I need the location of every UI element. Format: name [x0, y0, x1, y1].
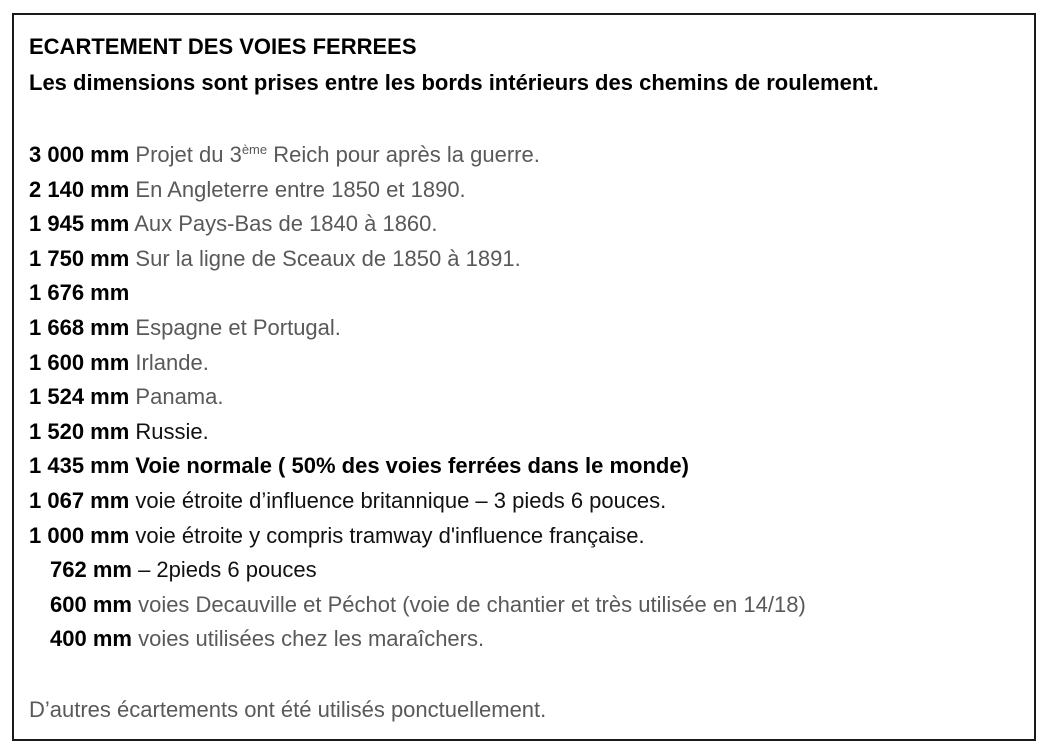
gauge-row-2140: [29, 173, 1029, 208]
gauge-description: En Angleterre entre 1850 et 1890.: [135, 176, 466, 202]
gauge-row-1000: [29, 519, 1029, 554]
gauge-value: 1 435 mm: [29, 453, 130, 479]
gauge-description: voies Decauville et Péchot (voie de chantier et très utilisée en 14/18): [138, 591, 806, 617]
gauge-value: 1 520 mm: [29, 418, 130, 444]
gauge-row-1067: [29, 484, 1029, 519]
gauge-value: 1 676 mm: [29, 280, 130, 306]
gauge-value: 762 mm: [50, 557, 132, 583]
gauge-value: 1 600 mm: [29, 349, 130, 375]
gauge-row-1435: [29, 449, 1029, 484]
gauge-row-1600: [29, 346, 1029, 381]
gauge-row-600: [29, 588, 1029, 623]
gauge-description: voie étroite d’influence britannique – 3 pieds 6 pouces.: [135, 487, 667, 513]
gauge-row-1945: [29, 207, 1029, 242]
gauge-row-400: [29, 622, 1029, 657]
gauge-value: 2 140 mm: [29, 176, 130, 202]
gauge-value: 1 067 mm: [29, 487, 130, 513]
gauge-row-3000: [29, 138, 1029, 173]
gauge-row-762: [29, 553, 1029, 588]
gauge-description: Panama.: [135, 384, 224, 410]
gauge-description: Voie normale ( 50% des voies ferrées dans le monde): [135, 453, 689, 479]
gauge-value: 1 945 mm: [29, 211, 130, 237]
gauge-value: 3 000 mm: [29, 142, 130, 167]
gauge-description: Aux Pays-Bas de 1840 à 1860.: [134, 211, 438, 237]
gauge-description: Irlande.: [135, 349, 209, 375]
gauge-row-1750: [29, 242, 1029, 277]
document-title: ECARTEMENT DES VOIES FERREES: [29, 34, 417, 59]
superscript-ordinal: ème: [241, 142, 268, 157]
gauge-value: 600 mm: [50, 591, 132, 617]
gauge-value: 1 750 mm: [29, 245, 130, 271]
gauge-row-1520: [29, 415, 1029, 450]
gauge-value: 1 668 mm: [29, 314, 130, 340]
footer-note: D’autres écartements ont été utilisés ponctuellement.: [29, 697, 547, 722]
gauge-description: Espagne et Portugal.: [135, 314, 341, 340]
gauge-description: Russie.: [135, 418, 209, 444]
gauge-description: Projet du 3ème Reich pour après la guerre.: [135, 142, 540, 167]
gauge-list: [29, 138, 1029, 657]
gauge-value: 1 524 mm: [29, 384, 130, 410]
gauge-row-1668: [29, 311, 1029, 346]
gauge-value: 1 000 mm: [29, 522, 130, 548]
document-subtitle: Les dimensions sont prises entre les bords intérieurs des chemins de roulement.: [29, 70, 879, 95]
gauge-value: 400 mm: [50, 626, 132, 652]
gauge-description: Sur la ligne de Sceaux de 1850 à 1891.: [135, 245, 521, 271]
gauge-description: – 2pieds 6 pouces: [138, 557, 317, 583]
gauge-description: voies utilisées chez les maraîchers.: [138, 626, 485, 652]
gauge-row-1524: [29, 380, 1029, 415]
gauge-description: voie étroite y compris tramway d'influence française.: [135, 522, 645, 548]
gauge-row-1676: [29, 276, 1029, 311]
